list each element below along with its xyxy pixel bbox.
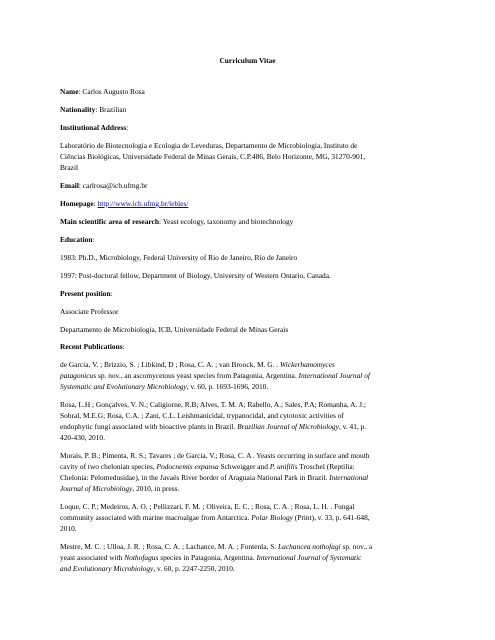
position-item-1: Associate Professor — [60, 307, 119, 316]
position-item-2: Departamento de Microbiologia, ICB, Universidade Federal de Minas Gerais — [60, 325, 289, 334]
pub5-text-b: yeast associated with — [60, 553, 125, 562]
publication-5-line-1 — [60, 541, 440, 552]
pub3-text-c: Troschel (Reptilia: — [297, 462, 355, 471]
publication-4-line-3: 2010. — [60, 524, 77, 533]
publications-label-line: Recent Publications: — [60, 342, 125, 351]
publications-label: Recent Publications — [60, 342, 123, 351]
position-label-line: Present position: — [60, 289, 113, 298]
pub5-citation: , v. 60, p. 2247-2250, 2010. — [153, 564, 235, 573]
pub1-authors: de Garcia, V. ; Brizzio, S. ; Libkind, D ; Rosa, C. A. ; van Broock, M. G. . — [60, 360, 280, 369]
pub5-journal-a: International Journal of Systematic — [256, 553, 362, 562]
email-line: Email: carlrosa@icb.ufmg.br — [60, 181, 148, 190]
publication-3-line-2 — [60, 461, 440, 472]
publication-1-line-1 — [60, 359, 440, 370]
pub5-text-c: species in Patagonia, Argentina. — [158, 553, 257, 562]
publication-3-line-1: Morais, P. B.; Pimenta, R. S.; Tavares ; de Garcia, V.; Rosa, C. A . Yeasts occurring in surface and mouth — [60, 451, 370, 460]
page-title: Curriculum Vitae — [219, 56, 276, 65]
publication-1-line-3 — [60, 381, 440, 392]
publication-2-line-1: Rosa, L.H ; Gonçalves, V. N.; Caligiorne, R.B; Alves, T. M. A; Rabello, A.; Sales, P.A; Romanha, A. J.; — [60, 400, 366, 409]
pub4-citation: (Print), v. 33, p. 641-648, — [292, 513, 370, 522]
pub2-journal: Brazilian Journal of Microbiology — [237, 422, 339, 431]
pub1-species: Wickerhamomyces — [280, 360, 335, 369]
name-line: Name: Carlos Augusto Rosa — [60, 87, 145, 96]
address-line-1: Laboratório de Biotecnologia e Ecologia de Leveduras, Departamento de Microbiologia, Instituto de — [60, 141, 358, 150]
pub3-journal-a: International — [329, 473, 369, 482]
address-line-2: Ciências Biológicas, Universidade Federal de Minas Gerais, C.P.486, Belo Horizonte, MG, 31270-901, — [60, 152, 366, 161]
publication-3-line-3 — [60, 472, 440, 483]
publication-3-line-4 — [60, 483, 440, 494]
education-item-1: 1983: Ph.D., Microbiology, Federal University of Rio de Janeiro, Rio de Janeiro — [60, 253, 298, 262]
position-label: Present position — [60, 289, 111, 298]
pub5-text-a: sp. nov., a — [340, 542, 373, 551]
research-line: Main scientific area of research: Yeast ecology, taxonomy and biotechnology — [60, 217, 294, 226]
pub3-text-d: Chelonia: Pelomedusidae), in the Javaés River border of Araguaia National Park in Brazil. — [60, 473, 330, 482]
homepage-label: Homepage — [60, 199, 94, 208]
homepage-link[interactable]: http://www.icb.ufmg.br/lebles/ — [97, 199, 189, 208]
pub1-title: sp. nov., an ascomycetous yeast species from Patagonia, Argentina. — [96, 371, 299, 380]
education-label: Education — [60, 235, 93, 244]
name-label: Name — [60, 87, 79, 96]
publication-2-line-2: Sobral, M.E.G; Rosa, C.A. ; Zani, C.L. Leishmanicidal, trypanocidal, and cytotoxic activities of — [60, 411, 344, 420]
education-item-2: 1997: Post-doctoral fellow, Department of Biology, University of Western Ontario, Canada. — [60, 271, 331, 280]
pub5-journal-b: and Evolutionary Microbiology — [60, 564, 154, 573]
publication-1-line-2 — [60, 370, 440, 381]
address-line-3: Brazil — [60, 163, 79, 172]
pub3-species-b: P. unifilis — [269, 462, 298, 471]
email-value: carlrosa@icb.ufmg.br — [82, 181, 148, 190]
publication-2-line-3 — [60, 421, 440, 432]
pub4-journal: Polar Biology — [251, 513, 293, 522]
address-label-line: Institutional Address: — [60, 123, 129, 132]
publication-4-line-2 — [60, 512, 440, 523]
publication-5-line-2 — [60, 552, 440, 563]
education-label-line: Education: — [60, 235, 95, 244]
pub3-citation: , 2010, in press. — [132, 484, 180, 493]
email-label: Email — [60, 181, 79, 190]
pub4-title: community associated with marine macroalgae from Antarctica. — [60, 513, 252, 522]
homepage-line: Homepage: http://www.icb.ufmg.br/lebles/ — [60, 199, 189, 208]
pub3-text-a: cavity of two chelonian species, — [60, 462, 157, 471]
publication-4-line-1: Loque, C. P.; Medeiros, A. O. ; Pellizzari, F. M. ; Oliveira, E. C. ; Rosa, C. A. ; Rosa, L. H. . Fungal — [60, 502, 355, 511]
pub5-genus: Nothofagus — [124, 553, 159, 562]
pub1-citation: , v. 60, p. 1693-1696, 2010. — [186, 382, 269, 391]
publication-5-line-3 — [60, 563, 440, 574]
pub1-species-epithet: patagonicus — [60, 371, 97, 380]
pub5-authors: Mestre, M. C. ; Ulloa, J. R. ; Rosa, C. A. ; Lachance, M. A. ; Fontenla, S. — [60, 542, 279, 551]
publication-2-line-4: 420-430, 2010. — [60, 433, 105, 442]
research-label: Main scientific area of research — [60, 217, 159, 226]
pub3-species-a: Podocnemis expansa — [156, 462, 219, 471]
address-label: Institutional Address — [60, 123, 127, 132]
pub2-volume: , v. 41, p. — [338, 422, 367, 431]
pub5-species: Lachancea nothofagi — [278, 542, 341, 551]
pub3-journal-b: Journal of Microbiology — [60, 484, 133, 493]
pub3-text-b: Schweigger and — [218, 462, 270, 471]
nationality-label: Nationality — [60, 105, 96, 114]
pub1-journal-a: International Journal of — [298, 371, 370, 380]
nationality-value: Brazilian — [99, 105, 127, 114]
nationality-line: Nationality: Brazilian — [60, 105, 127, 114]
pub2-title-end: endophytic fungi associated with bioactive plants in Brazil. — [60, 422, 238, 431]
research-value: Yeast ecology, taxonomy and biotechnology — [162, 217, 294, 226]
pub1-journal-b: Systematic and Evolutionary Microbiology — [60, 382, 187, 391]
name-value: Carlos Augusto Rosa — [82, 87, 145, 96]
